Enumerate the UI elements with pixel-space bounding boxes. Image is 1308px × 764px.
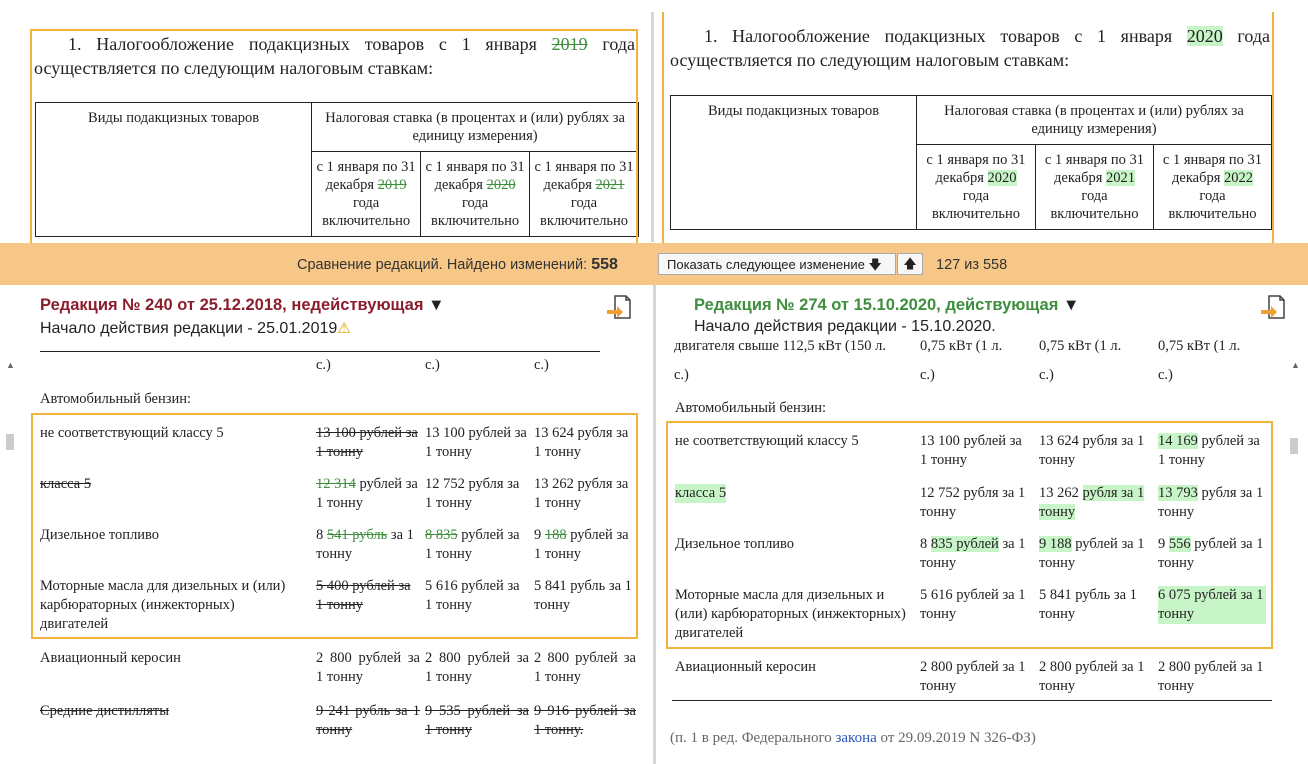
table-cell: 9 241 рубль за 1 тонну [316,703,420,738]
scrollbar-thumb[interactable] [1290,438,1298,454]
col-rate-header: Налоговая ставка (в процентах и (или) рублях за единицу измерения) [312,103,639,152]
footnote: (п. 1 в ред. Федерального закона от 29.09.2019 N 326-ФЗ) [670,730,1036,746]
changes-found-text: Сравнение редакций. Найдено изменений: 558 [297,256,618,273]
row-name: Авиационный керосин [675,659,816,675]
table-cell: с.) [674,367,689,383]
table-cell: с.) [316,357,331,373]
table-cell: с.) [534,357,549,373]
table-cell: 14 169 рублей за 1 тонну [1158,433,1260,468]
paragraph-1-new: 1. Налогообложение подакцизных товаров с 1 января 2020 года осуществляется по следующим налоговым ставкам: [670,26,1270,70]
inserted-year: 2020 [1186,26,1223,46]
export-document-icon[interactable] [1260,294,1286,320]
new-edition-start: Начало действия редакции - 15.10.2020. [694,318,996,335]
table-cell: 13 100 рублей за 1 тонну [920,433,1022,468]
period-cell: с 1 января по 31 декабря 2019 года включительно [312,152,421,237]
table-cell: 9 535 рублей за 1 тонну [425,703,529,738]
row-group-label: Автомобильный бензин: [675,400,827,416]
table-cell: 13 100 рублей за 1 тонну [425,425,527,460]
col-kinds-header: Виды подакцизных товаров [36,103,312,237]
table-cell: с.) [920,367,935,383]
col-kinds-header: Виды подакцизных товаров [671,96,917,230]
change-position: 127 из 558 [936,257,1008,273]
table-cell: 13 624 рубля за 1 тонну [534,425,629,460]
table-cell: 13 100 рублей за 1 тонну [316,425,418,460]
period-cell: с 1 января по 31 декабря 2022 года включительно [1154,145,1272,230]
row-name: Авиационный керосин [40,650,181,666]
para-text: 1. Налогообложение подакцизных товаров с 1 января [68,34,552,54]
col-rate-header: Налоговая ставка (в процентах и (или) рублях за единицу измерения) [917,96,1272,145]
table-cell: 5 616 рублей за 1 тонну [425,578,520,613]
row-name: Моторные масла для дизельных и (или) карбюраторных (инжекторных) двигателей [675,587,906,641]
para-text: года осуществляется по следующим налоговым ставкам: [34,34,635,78]
deleted-year: 2019 [551,34,588,54]
warning-icon: ⚠ [337,320,351,337]
change-highlight-box [662,12,1274,252]
period-cell: с 1 января по 31 декабря 2020 года включительно [421,152,530,237]
scrollbar-thumb[interactable] [6,434,14,450]
table-cell: 2 800 рублей за 1 тонну [920,659,1026,694]
triangle-down-icon[interactable]: ▼ [428,296,445,314]
table-cell: с.) [1158,367,1173,383]
old-edition-title[interactable]: Редакция № 240 от 25.12.2018, недействующая ▼ [40,296,445,314]
row-name: Дизельное топливо [40,527,160,543]
table-cell: 13 262 рубля за 1 тонну [534,476,629,511]
table-cell: 5 841 рубль за 1 тонну [1039,587,1137,622]
table-cell: 12 752 рубля за 1 тонну [425,476,520,511]
old-edition-start: Начало действия редакции - 25.01.2019⚠ [40,320,351,337]
row-name: Дизельное топливо [675,536,795,552]
export-document-icon[interactable] [606,294,632,320]
table-cell: 13 262 рубля за 1 тонну [1039,485,1145,520]
prev-change-button[interactable] [897,253,923,275]
period-cell: с 1 января по 31 декабря 2020 года включительно [917,145,1036,230]
scroll-up-icon[interactable]: ▲ [1291,360,1300,370]
table-cell: 12 314 рублей за 1 тонну [316,476,418,511]
arrow-down-icon: 🡇 [868,257,882,272]
table-cell: 8 835 рублей за 1 тонну [425,527,520,562]
table-cell: 9 188 рублей за 1 тонну [1039,536,1145,571]
table-cell: 2 800 рублей за 1 тонну [1158,659,1264,694]
table-cell: с.) [1039,367,1054,383]
compare-toolbar [0,243,1308,285]
row-name: Средние дистилляты [40,703,170,719]
law-link[interactable]: закона [835,730,877,746]
table-cell: 2 800 рублей за 1 тонну [534,650,636,685]
row-name: класса 5 [40,476,92,492]
triangle-down-icon[interactable]: ▼ [1062,296,1080,314]
table-cell: 9 916 рублей за 1 тонну. [534,703,636,738]
divider [40,351,600,352]
row-name: не соответствующий классу 5 [40,425,224,441]
table-cell: 5 841 рубль за 1 тонну [534,578,632,613]
clipped-row: двигателя свыше 112,5 кВт (150 л. 0,75 кВт (1 л. 0,75 кВт (1 л. 0,75 кВт (1 л. [674,339,1241,354]
next-change-button[interactable]: Показать следующее изменение 🡇 [658,253,896,275]
table-cell: 8 541 рубль за 1 тонну [316,527,414,562]
table-cell: 2 800 рублей за 1 тонну [1039,659,1145,694]
table-cell: 5 400 рублей за 1 тонну [316,578,411,613]
new-edition-title[interactable]: Редакция № 274 от 15.10.2020, действующая ▼ [694,296,1080,314]
row-name: класса 5 [675,485,727,501]
table-cell: 2 800 рублей за 1 тонну [425,650,529,685]
table-cell: 6 075 рублей за 1 тонну [1158,586,1266,624]
table-cell: 5 616 рублей за 1 тонну [920,587,1026,622]
period-cell: с 1 января по 31 декабря 2021 года включительно [1036,145,1154,230]
scroll-up-icon[interactable]: ▲ [6,360,15,370]
pane-divider[interactable] [651,12,654,242]
table-cell: 13 624 рубля за 1 тонну [1039,433,1145,468]
table-cell: с.) [425,357,440,373]
period-cell: с 1 января по 31 декабря 2021 года включительно [530,152,639,237]
table-cell: 9 556 рублей за 1 тонну [1158,536,1264,571]
table-cell: 12 752 рубля за 1 тонну [920,485,1026,520]
row-name: не соответствующий классу 5 [675,433,859,449]
row-group-label: Автомобильный бензин: [40,391,192,407]
row-name: Моторные масла для дизельных и (или) карбюраторных (инжекторных) двигателей [40,578,286,632]
table-cell: 8 835 рублей за 1 тонну [920,536,1026,571]
arrow-up-icon: 🡅 [903,256,917,271]
divider [672,700,1272,701]
table-cell: 2 800 рублей за 1 тонну [316,650,420,685]
changes-count: 558 [591,256,618,273]
table-cell: 13 793 рубля за 1 тонну [1158,485,1264,520]
change-highlight-box [30,29,638,269]
table-cell: 9 188 рублей за 1 тонну [534,527,629,562]
